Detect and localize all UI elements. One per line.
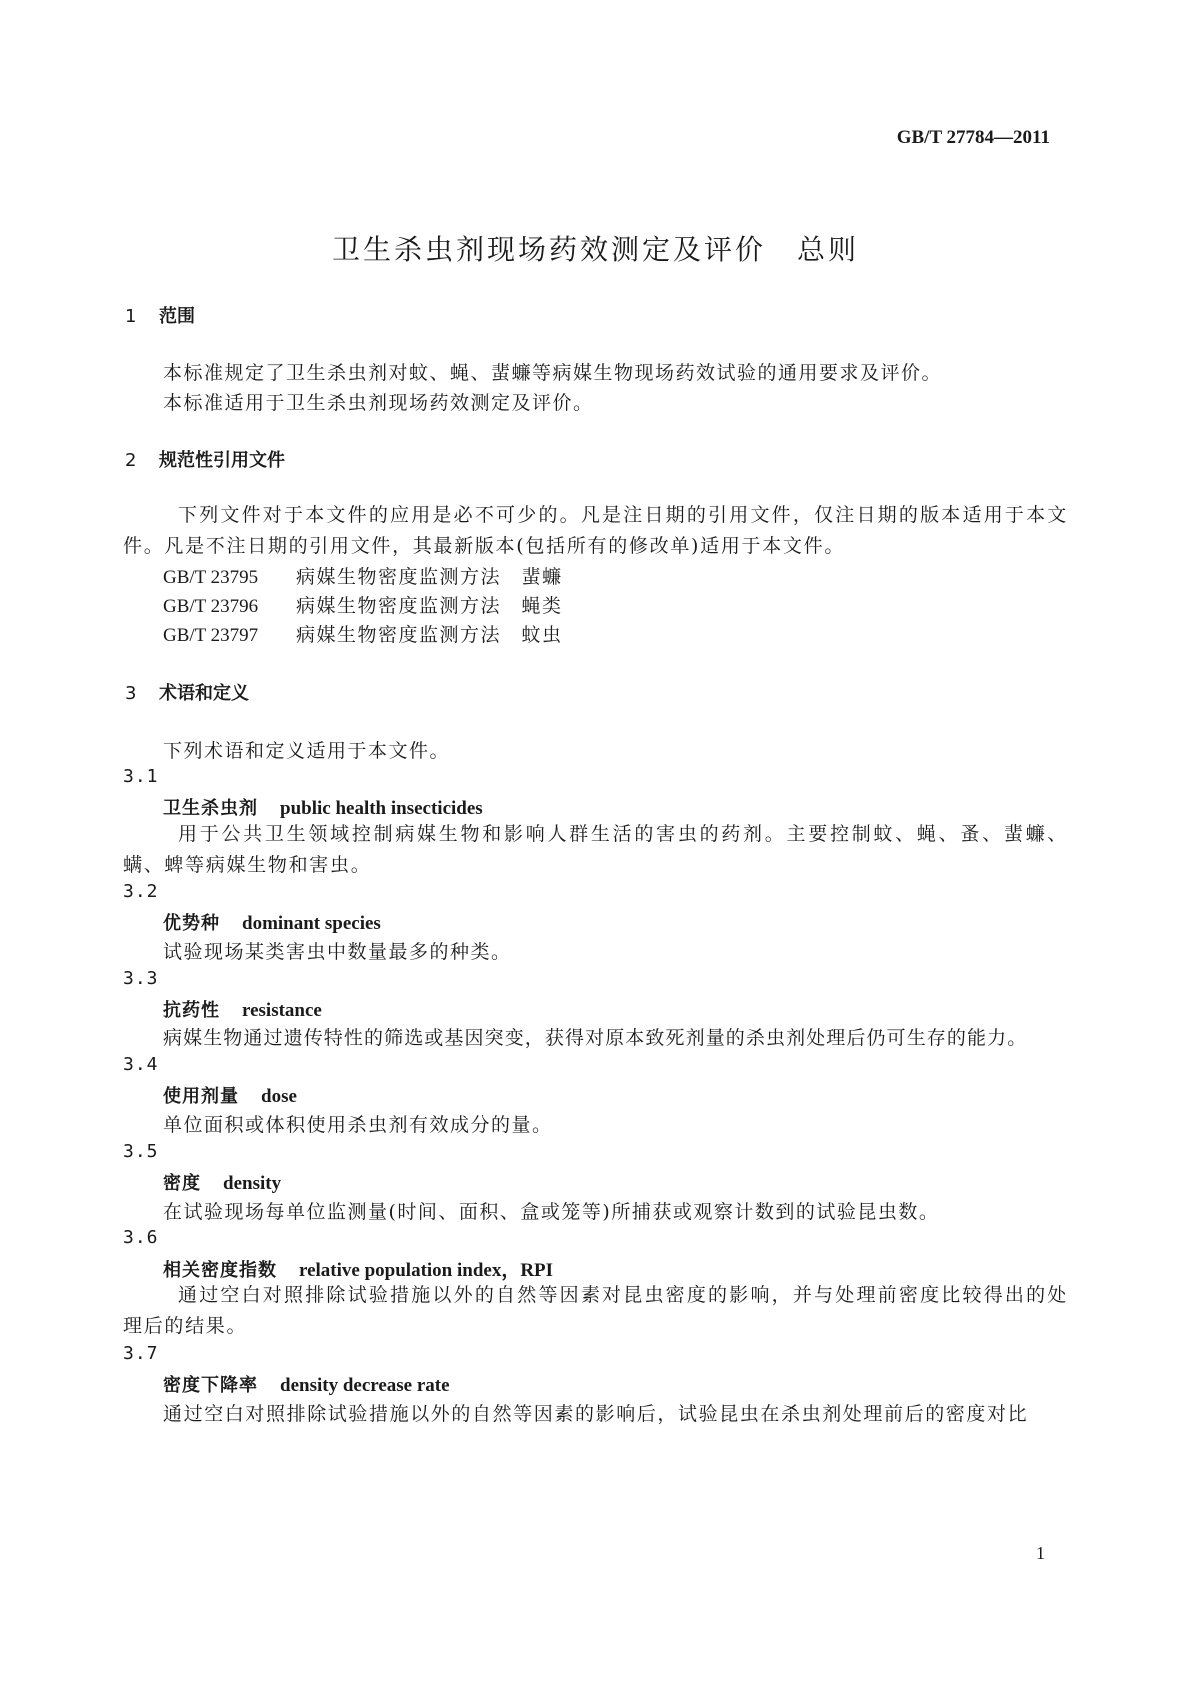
term-definition: 用于公共卫生领域控制病媒生物和影响人群生活的害虫的药剂。主要控制蚊、蝇、蚤、蜚蠊、螨、蜱等病媒生物和害虫。 (123, 823, 1068, 876)
term-entry (163, 996, 322, 1022)
reference-title: 病媒生物密度监测方法 蜚蠊 (296, 566, 563, 588)
term-zh: 抗药性 (163, 1000, 220, 1021)
reference-item (163, 591, 563, 618)
term-zh: 密度 (163, 1173, 201, 1194)
term-zh: 卫生杀虫剂 (163, 798, 258, 819)
paragraph: 下列文件对于本文件的应用是必不可少的。凡是注日期的引用文件，仅注日期的版本适用于本文件。凡是不注日期的引用文件，其最新版本(包括所有的修改单)适用于本文件。 (123, 504, 1068, 557)
term-zh: 密度下降率 (163, 1375, 258, 1396)
clause-number: 3.2 (123, 881, 159, 902)
term-en: density decrease rate (280, 1375, 450, 1396)
term-definition: 通过空白对照排除试验措施以外的自然等因素的影响后，试验昆虫在杀虫剂处理前后的密度对比 (163, 1403, 1029, 1425)
term-entry (163, 1371, 450, 1397)
reference-code: GB/T 23795 (163, 567, 259, 588)
term-zh: 优势种 (163, 913, 220, 934)
term-definition: 通过空白对照排除试验措施以外的自然等因素对昆虫密度的影响，并与处理前密度比较得出的处理后的结果。 (123, 1284, 1068, 1337)
section-title: 规范性引用文件 (159, 450, 285, 471)
reference-item (163, 562, 563, 589)
term-en: dose (261, 1086, 297, 1107)
term-entry (163, 1169, 281, 1195)
term-definition: 单位面积或体积使用杀虫剂有效成分的量。 (163, 1114, 553, 1136)
section-heading (125, 302, 195, 328)
clause-number: 3.3 (123, 968, 159, 989)
paragraph: 下列术语和定义适用于本文件。 (163, 740, 451, 762)
section-heading (125, 446, 285, 472)
term-entry (163, 1255, 553, 1282)
section-title: 范围 (159, 306, 195, 327)
term-zh: 使用剂量 (163, 1086, 239, 1107)
clause-number: 3.1 (123, 766, 159, 787)
term-en: relative population index，RPI (299, 1260, 554, 1281)
section-number: 2 (125, 450, 137, 471)
term-entry (163, 1082, 297, 1108)
term-definition: 在试验现场每单位监测量(时间、面积、盒或笼等)所捕获或观察计数到的试验昆虫数。 (163, 1201, 940, 1223)
term-en: resistance (242, 1000, 322, 1021)
section-number: 1 (125, 306, 137, 327)
term-en: density (223, 1173, 282, 1194)
section-number: 3 (125, 683, 137, 704)
reference-code: GB/T 23797 (163, 625, 259, 646)
section-heading (125, 679, 249, 705)
reference-title: 病媒生物密度监测方法 蚊虫 (296, 624, 563, 646)
paragraph: 本标准适用于卫生杀虫剂现场药效测定及评价。 (163, 392, 594, 414)
term-zh: 相关密度指数 (163, 1260, 277, 1281)
term-definition: 试验现场某类害虫中数量最多的种类。 (163, 941, 512, 963)
term-entry (163, 909, 381, 935)
term-en: public health insecticides (280, 798, 483, 819)
reference-item (163, 620, 563, 647)
document-title: 卫生杀虫剂现场药效测定及评价 总则 (331, 233, 859, 266)
standard-code: GB/T 27784—2011 (896, 127, 1050, 148)
reference-title: 病媒生物密度监测方法 蝇类 (296, 595, 563, 617)
paragraph: 本标准规定了卫生杀虫剂对蚊、蝇、蜚蠊等病媒生物现场药效试验的通用要求及评价。 (163, 362, 943, 384)
clause-number: 3.4 (123, 1054, 159, 1075)
reference-code: GB/T 23796 (163, 596, 259, 617)
page-number: 1 (1036, 1543, 1045, 1563)
term-entry (163, 794, 483, 820)
term-definition: 病媒生物通过遗传特性的筛选或基因突变，获得对原本致死剂量的杀虫剂处理后仍可生存的能力。 (163, 1027, 1028, 1049)
clause-number: 3.6 (123, 1227, 159, 1248)
clause-number: 3.7 (123, 1343, 159, 1364)
clause-number: 3.5 (123, 1141, 159, 1162)
term-en: dominant species (242, 913, 381, 934)
section-title: 术语和定义 (159, 683, 249, 704)
